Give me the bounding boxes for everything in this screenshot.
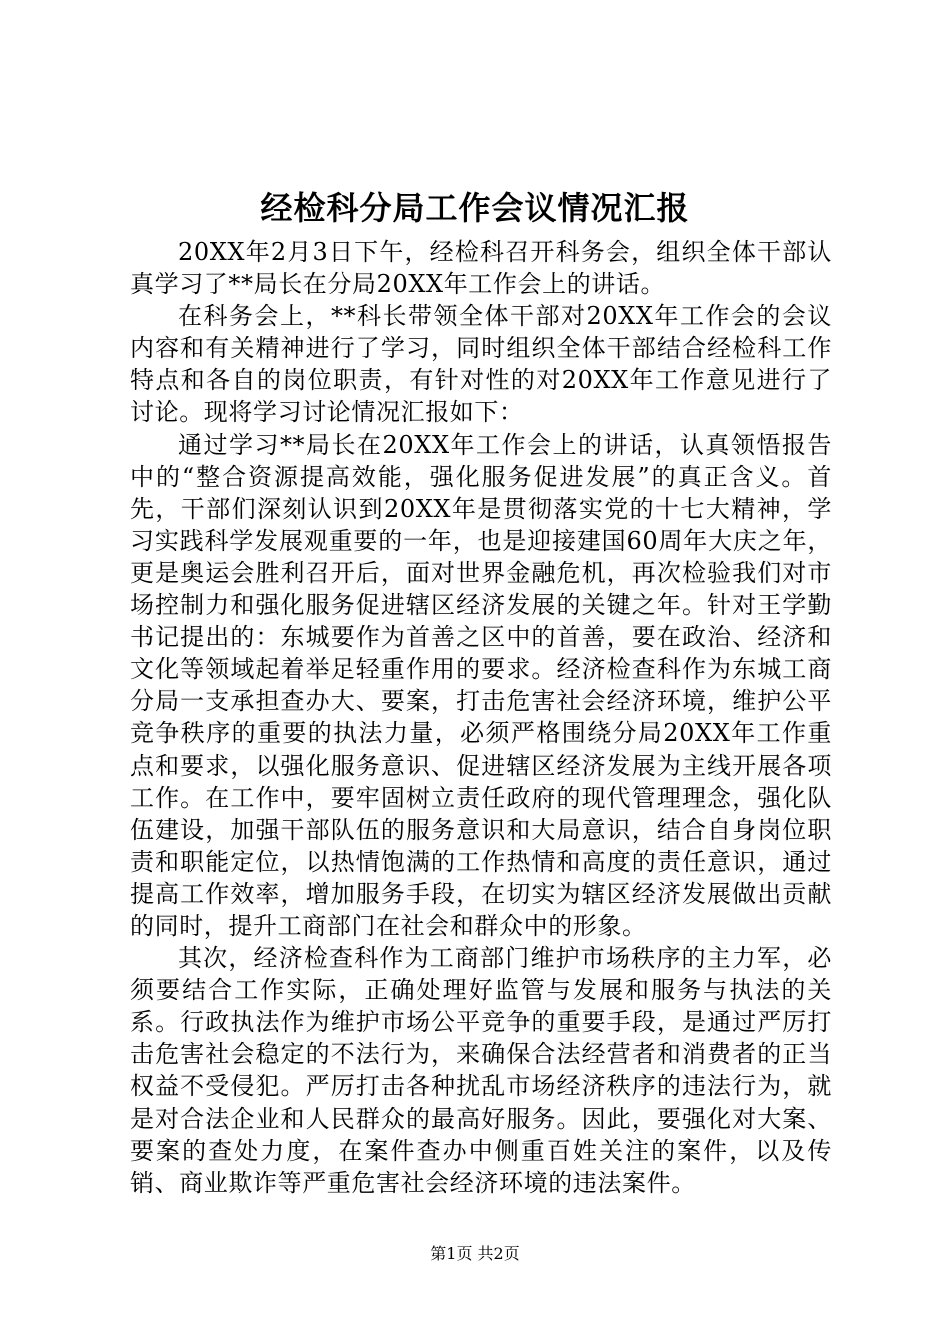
document-title: 经检科分局工作会议情况汇报 (260, 189, 690, 227)
paragraph-learning-summary: 通过学习**局长在20XX年工作会上的讲话，认真领悟报告中的“整合资源提高效能，强化服务促进发展”的真正含义。首先，干部们深刻认识到20XX年是贯彻落实党的十七大精神，学习实践科学发展观重要的一年，也是迎接建国60周年大庆之年，更是奥运会胜利召开后，面对世界金融危机，再次检验我们对市场控制力和强化服务促进辖区经济发展的关键之年。针对王学勤书记提出的：东城要作为首善之区中的首善，要在政治、经济和文化等领域起着举足轻重作用的要求。经济检查科作为东城工商分局一支承担查办大、要案，打击危害社会经济环境，维护公平竞争秩序的重要的执法力量，必须严格围绕分局20XX年工作重点和要求，以强化服务意识、促进辖区经济发展为主线开展各项工作。在工作中，要牢固树立责任政府的现代管理理念，强化队伍建设，加强干部队伍的服务意识和大局意识，结合自身岗位职责和职能定位，以热情饱满的工作热情和高度的责任意识，通过提高工作效率，增加服务手段，在切实为辖区经济发展做出贡献的同时，提升工商部门在社会和群众中的形象。 (130, 430, 832, 940)
paragraph-enforcement: 其次，经济检查科作为工商部门维护市场秩序的主力军，必须要结合工作实际，正确处理好监管与发展和服务与执法的关系。行政执法作为维护市场公平竞争的重要手段，是通过严厉打击危害社会稳定的不法行为，来确保合法经营者和消费者的正当权益不受侵犯。严厉打击各种扰乱市场经济秩序的违法行为，就是对合法企业和人民群众的最高好服务。因此，要强化对大案、要案的查处力度，在案件查办中侧重百姓关注的案件，以及传销、商业欺诈等严重危害社会经济环境的违法案件。 (130, 944, 832, 1197)
document-body (130, 236, 832, 1199)
page-number-footer: 第1页 共2页 (430, 1244, 520, 1263)
paragraph-meeting-content: 在科务会上，**科长带领全体干部对20XX年工作会的会议内容和有关精神进行了学习，同时组织全体干部结合经检科工作特点和各自的岗位职责，有针对性的对20XX年工作意见进行了讨论。现将学习讨论情况汇报如下： (130, 302, 832, 427)
paragraph-meeting-intro: 20XX年2月3日下午，经检科召开科务会，组织全体干部认真学习了**局长在分局20XX年工作会上的讲话。 (130, 238, 832, 299)
